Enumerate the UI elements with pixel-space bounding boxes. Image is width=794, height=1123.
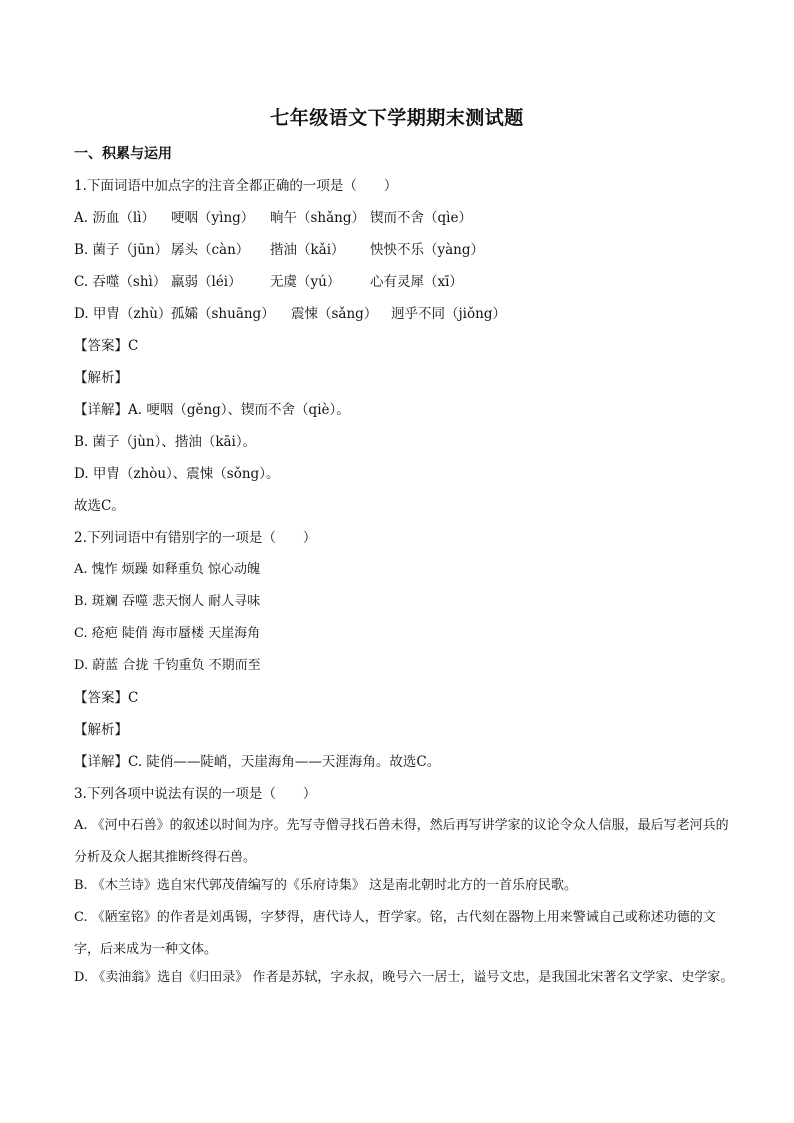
option-d-word-1: D. 甲胄（zhù） xyxy=(74,306,172,322)
question-1-detail-3: D. 甲胄（zhòu）、震悚（sǒng）。 xyxy=(74,466,280,482)
question-2-stem: 2.下列词语中有错别字的一项是（ ） xyxy=(74,530,317,546)
question-1-option-b xyxy=(74,238,734,270)
option-b-word-2: 孱头（càn） xyxy=(171,242,250,258)
option-a-word-4: 锲而不舍（qìe） xyxy=(370,210,472,226)
option-c-word-4: 心有灵犀（xī） xyxy=(370,274,463,290)
question-2-detail: 【详解】C. 陡俏——陡峭，天崖海角——天涯海角。故选C。 xyxy=(74,754,441,770)
option-d-word-4: 迥乎不同（jiǒng） xyxy=(391,306,506,322)
option-a-word-2: 哽咽（yìng） xyxy=(171,210,255,226)
question-2-option-a: A. 愧怍 烦躁 如释重负 惊心动魄 xyxy=(74,562,261,577)
question-3-stem: 3.下列各项中说法有误的一项是（ ） xyxy=(74,786,317,802)
question-1-detail-1: 【详解】A. 哽咽（gěng）、锲而不舍（qiè）。 xyxy=(74,402,350,418)
question-1-conclusion: 故选C。 xyxy=(74,498,125,514)
question-2-option-b: B. 斑斓 吞噬 悲天悯人 耐人寻味 xyxy=(74,594,261,609)
document-body xyxy=(74,142,734,994)
question-2-option-c: C. 疮疤 陡俏 海市蜃楼 天崖海角 xyxy=(74,626,261,641)
question-3-option-d: D. 《卖油翁》选自《归田录》 作者是苏轼，字永叔，晚号六一居士，谥号文忠，是我国北宋著名文学家、史学家。 xyxy=(74,970,734,985)
question-2-analysis-label: 【解析】 xyxy=(74,722,128,738)
option-b-word-1: B. 菌子（jūn） xyxy=(74,242,169,258)
question-3-option-c: C. 《陋室铭》的作者是刘禹锡，字梦得，唐代诗人，哲学家。铭，古代刻在器物上用来警诫自己或称述功德的文字，后来成为一种文体。 xyxy=(74,910,716,957)
question-1-detail-2: B. 菌子（jùn）、揩油（kāi）。 xyxy=(74,434,257,450)
question-1-stem: 1.下面词语中加点字的注音全都正确的一项是（ ） xyxy=(74,178,398,194)
option-a-word-3: 晌午（shǎng） xyxy=(270,210,366,226)
question-1-option-c xyxy=(74,270,734,302)
option-d-word-3: 震悚（sǎng） xyxy=(291,306,378,322)
question-2-option-d: D. 蔚蓝 合拢 千钧重负 不期而至 xyxy=(74,658,261,673)
option-a-word-1: A. 沥血（lì） xyxy=(74,210,155,226)
question-2-answer: 【答案】C xyxy=(74,690,139,706)
option-b-word-4: 怏怏不乐（yàng） xyxy=(370,242,485,258)
question-1-option-a xyxy=(74,206,734,238)
option-b-word-3: 揩油（kǎi） xyxy=(270,242,345,258)
option-d-word-2: 孤孀（shuāng） xyxy=(171,306,275,322)
page-title: 七年级语文下学期期末测试题 xyxy=(270,107,524,129)
question-1-analysis-label: 【解析】 xyxy=(74,370,128,386)
option-c-word-2: 羸弱（léi） xyxy=(171,274,242,290)
question-3-option-a: A. 《河中石兽》的叙述以时间为序。先写寺僧寻找石兽未得，然后再写讲学家的议论令众人信服，最后写老河兵的分析及众人据其推断终得石兽。 xyxy=(74,818,729,865)
option-c-word-1: C. 吞噬（shì） xyxy=(74,274,167,290)
question-1-option-d xyxy=(74,302,734,334)
option-c-word-3: 无虞（yú） xyxy=(270,274,341,290)
question-1-answer: 【答案】C xyxy=(74,338,139,354)
question-3-option-b: B. 《木兰诗》选自宋代郭茂倩编写的《乐府诗集》 这是南北朝时北方的一首乐府民歌。 xyxy=(74,878,577,893)
section-heading: 一、积累与运用 xyxy=(74,146,172,162)
